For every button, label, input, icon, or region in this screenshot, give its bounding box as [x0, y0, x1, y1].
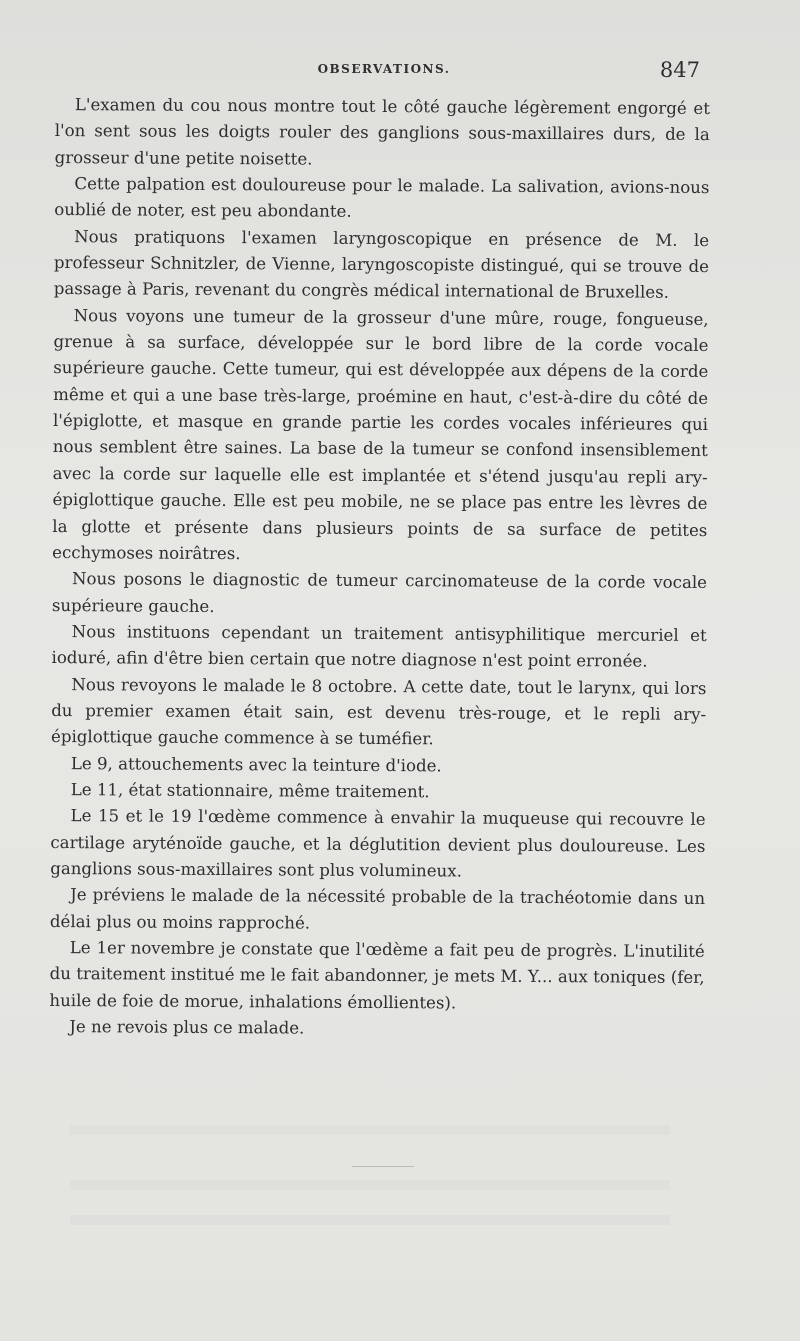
- paragraph: Cette palpation est douloureuse pour le malade. La salivation, avions-nous oublié de noter, est peu abondante.: [54, 174, 710, 222]
- paragraph: Nous voyons une tumeur de la grosseur d'une mûre, rouge, fongueuse, grenue à sa surface, développée sur le bord libre de la corde vocale supérieure gauche. Cette tumeur, qui est développée aux dépens de la corde même et qui a une base très-large, proémine en haut, c'est-à-dire du côté de l'épiglotte, et masque en grande partie les cordes vocales inférieures qui nous semblent être saines. La base de la tumeur se confond insensiblement avec la corde sur laquelle elle est implantée et s'étend jusqu'au repli ary-épiglottique gauche. Elle est peu mobile, ne se place pas entre les lèvres de la glotte et présente dans plusieurs points de sa surface de petites ecchymoses noirâtres.: [52, 305, 709, 563]
- paragraph: Le 15 et le 19 l'œdème commence à envahir la muqueuse qui recouvre le cartilage aryténoïde gauche, et la déglutition devient plus douloureuse. Les ganglions sous-maxillaires sont plus volumineux.: [50, 806, 706, 881]
- show-through-line: [70, 1125, 670, 1135]
- paragraph: Je préviens le malade de la nécessité probable de la trachéotomie dans un délai plus ou moins rapproché.: [49, 885, 706, 933]
- paragraph: Je ne revois plus ce malade.: [69, 1017, 305, 1038]
- show-through-line: [70, 1215, 670, 1225]
- show-through-line: [70, 1180, 670, 1190]
- running-head: OBSERVATIONS.: [317, 62, 451, 76]
- paragraph: Nous instituons cependant un traitement antisyphilitique mercuriel et ioduré, afin d'être bien certain que notre diagnose n'est point erronée.: [51, 621, 707, 671]
- paragraph: L'examen du cou nous montre tout le côté gauche légèrement engorgé et l'on sent sous les doigts rouler des ganglions sous-maxillaires durs, de la grosseur d'une petite noisette.: [54, 95, 710, 169]
- paragraph: Nous pratiquons l'examen laryngoscopique en présence de M. le professeur Schnitzler, de Vienne, laryngoscopiste distingué, qui se trouve de passage à Paris, revenant du congrès médical international de Bruxelles.: [53, 226, 710, 303]
- paragraph: Le 11, état stationnaire, même traitement.: [70, 780, 430, 802]
- paragraph: Nous revoyons le malade le 8 octobre. A cette date, tout le larynx, qui lors du premier examen était sain, est devenu très-rouge, et le repli ary-épiglottique gauche commence à se tuméfier.: [51, 674, 707, 749]
- page-number: 847: [659, 58, 700, 82]
- paragraph: Nous posons le diagnostic de tumeur carcinomateuse de la corde vocale supérieure gauche.: [51, 569, 708, 616]
- paragraph: Le 1er novembre je constate que l'œdème a fait peu de progrès. L'inutilité du traitement institué me le fait abandonner, je mets M. Y... aux toniques (fer, huile de foie de morue, inhalations émollientes).: [49, 938, 705, 1013]
- separator-rule: [352, 1166, 414, 1167]
- body-text: [49, 92, 710, 1044]
- page-header: [54, 58, 714, 88]
- paragraph: Le 9, attouchements avec la teinture d'iode.: [70, 753, 442, 775]
